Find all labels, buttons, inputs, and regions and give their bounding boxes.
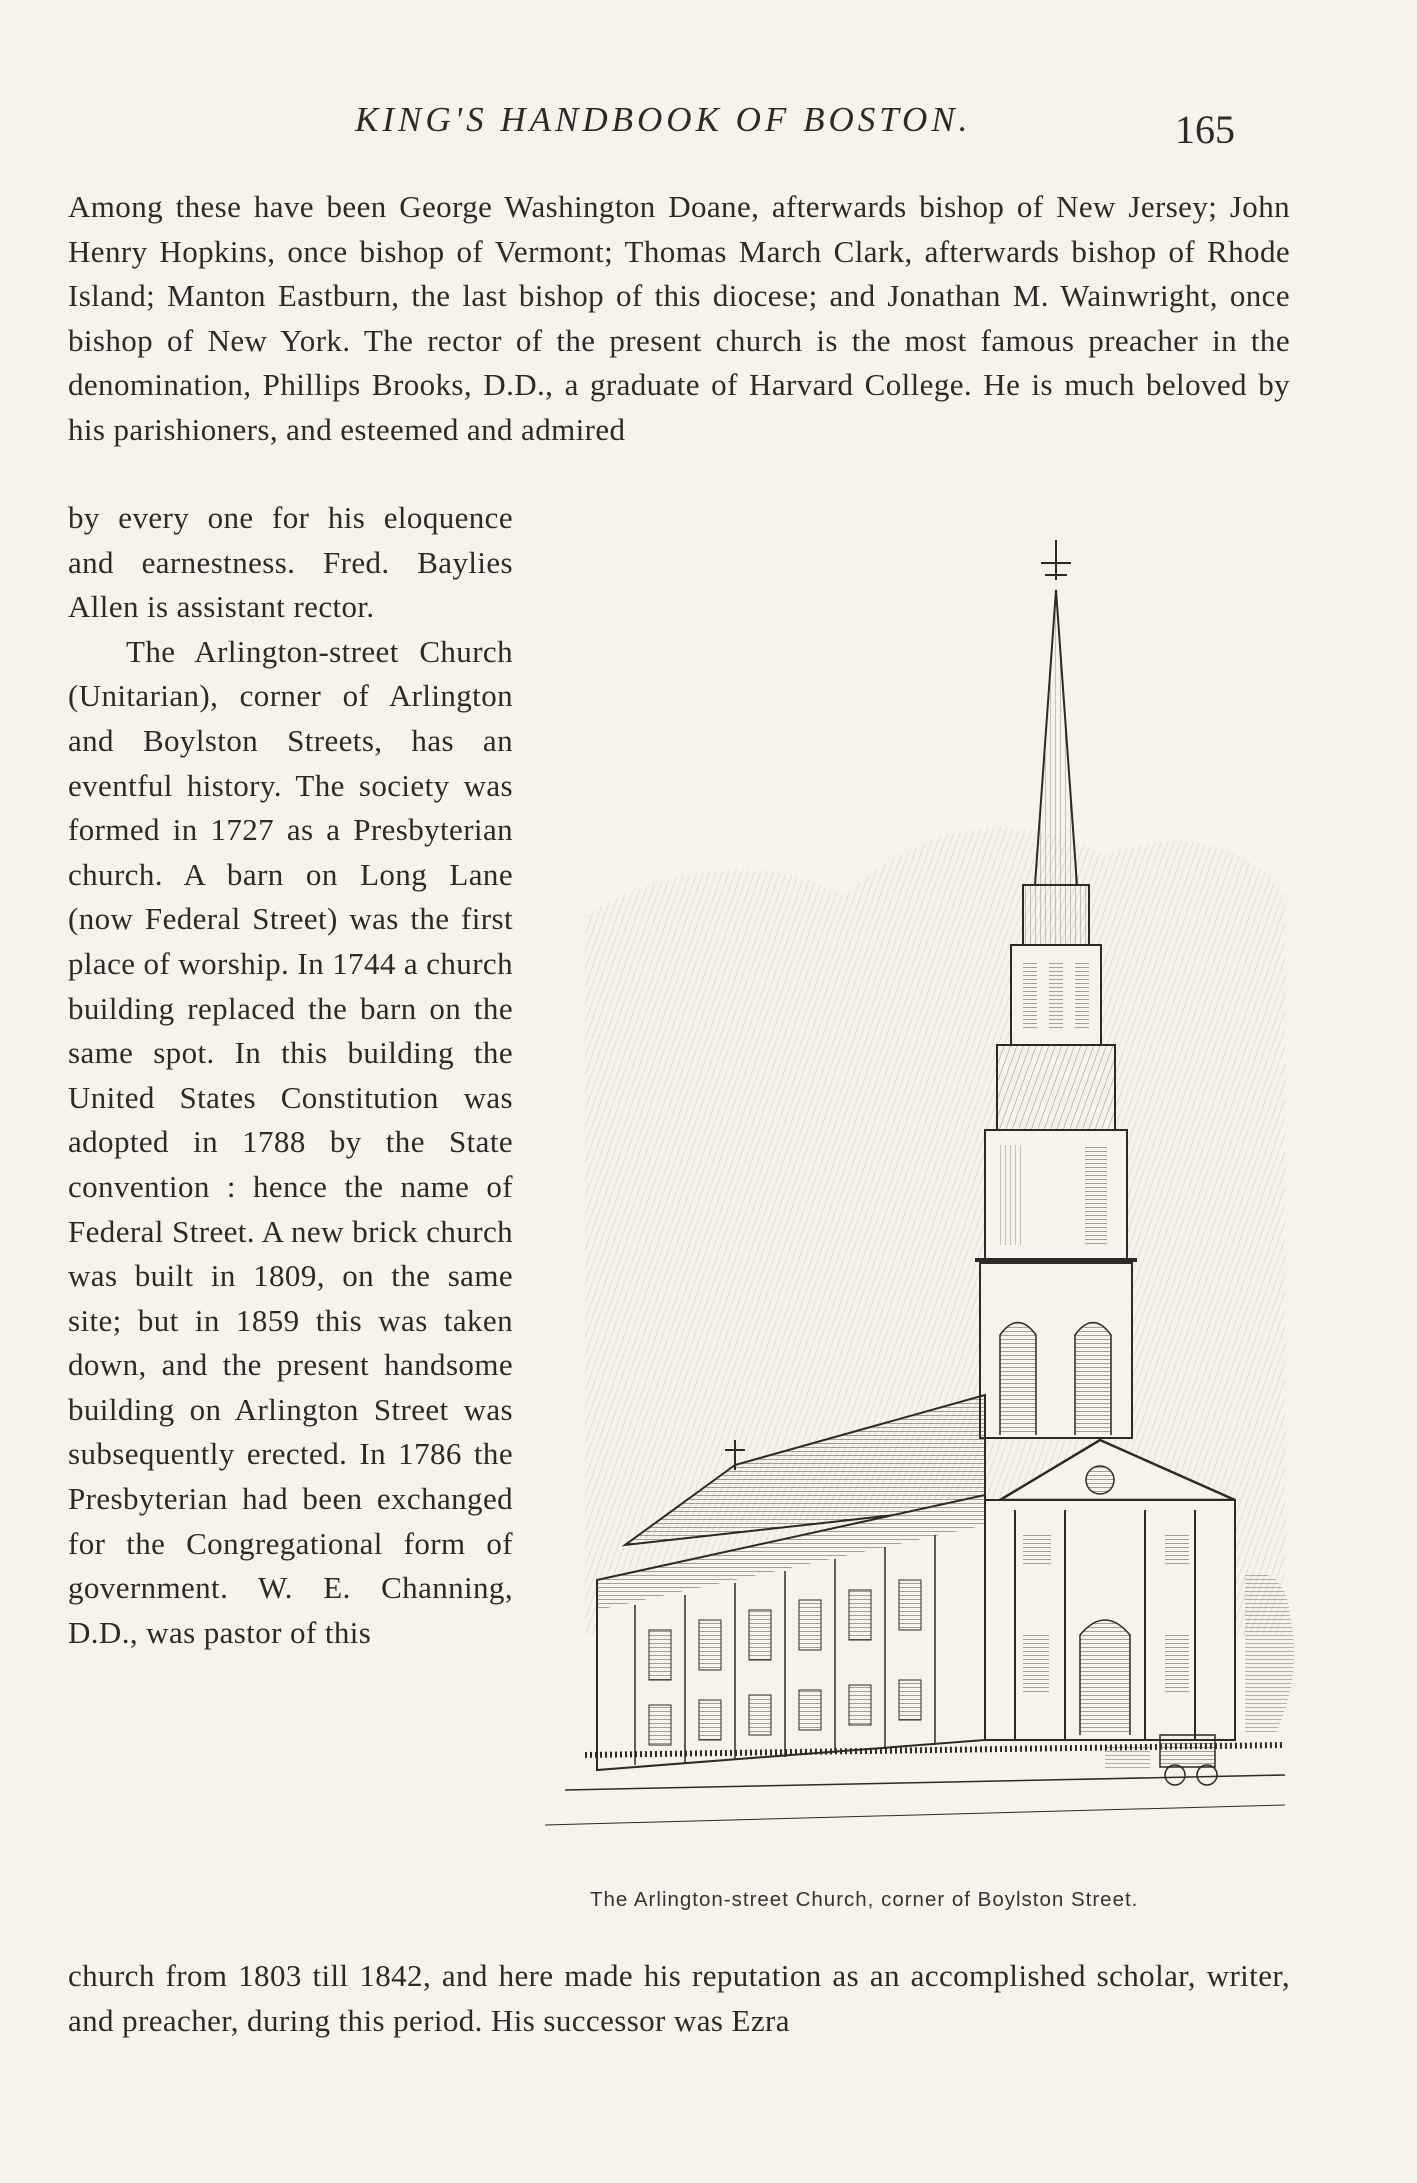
page-header [0, 100, 1417, 160]
body-text-bottom [68, 1954, 1290, 2043]
church-illustration [545, 535, 1303, 1855]
figure-caption: The Arlington-street Church, corner of Boylston Street. [590, 1888, 1139, 1911]
paragraph-1: Among these have been George Washington Doane, afterwards bishop of New Jersey; John Henry Hopkins, once bishop of Vermont; Thomas March Clark, afterwards bishop of Rhode Island; Manton Eastburn, the last bishop of this diocese; and Jonathan M. Wainwright, once bishop of New York. The rector of the present church is the most famous preacher in the denomination, Phillips Brooks, D.D., a graduate of Harvard College. He is much beloved by his parishioners, and esteemed and admired [68, 189, 1290, 447]
running-title: KING'S HANDBOOK OF BOSTON. [355, 100, 972, 139]
church-engraving-icon [545, 535, 1303, 1855]
page-number: 165 [1175, 107, 1235, 152]
paragraph-1-continued: by every one for his eloquence and earnestness. Fred. Baylies Allen is assistant rector. [68, 500, 513, 625]
paragraph-2: The Arlington-street Church (Unitarian), corner of Arlington and Boylston Streets, has an eventful history. The society was formed in 1727 as a Presbyterian church. A barn on Long Lane (now Federal Street) was the first place of worship. In 1744 a church building replaced the barn on the same spot. In this building the United States Constitution was adopted in 1788 by the State convention : hence the name of Federal Street. A new brick church was built in 1809, on the same site; but in 1859 this was taken down, and the present handsome building on Arlington Street was subsequently erected. In 1786 the Presbyterian had been exchanged for the Congregational form of government. W. E. Channing, D.D., was pastor of this [68, 633, 513, 1650]
body-text-top [68, 185, 1290, 453]
body-text-side-column [68, 496, 513, 1655]
paragraph-2-end: church from 1803 till 1842, and here made his reputation as an accomplished scholar, writer, and preacher, during this period. His successor was Ezra [68, 1958, 1290, 2038]
